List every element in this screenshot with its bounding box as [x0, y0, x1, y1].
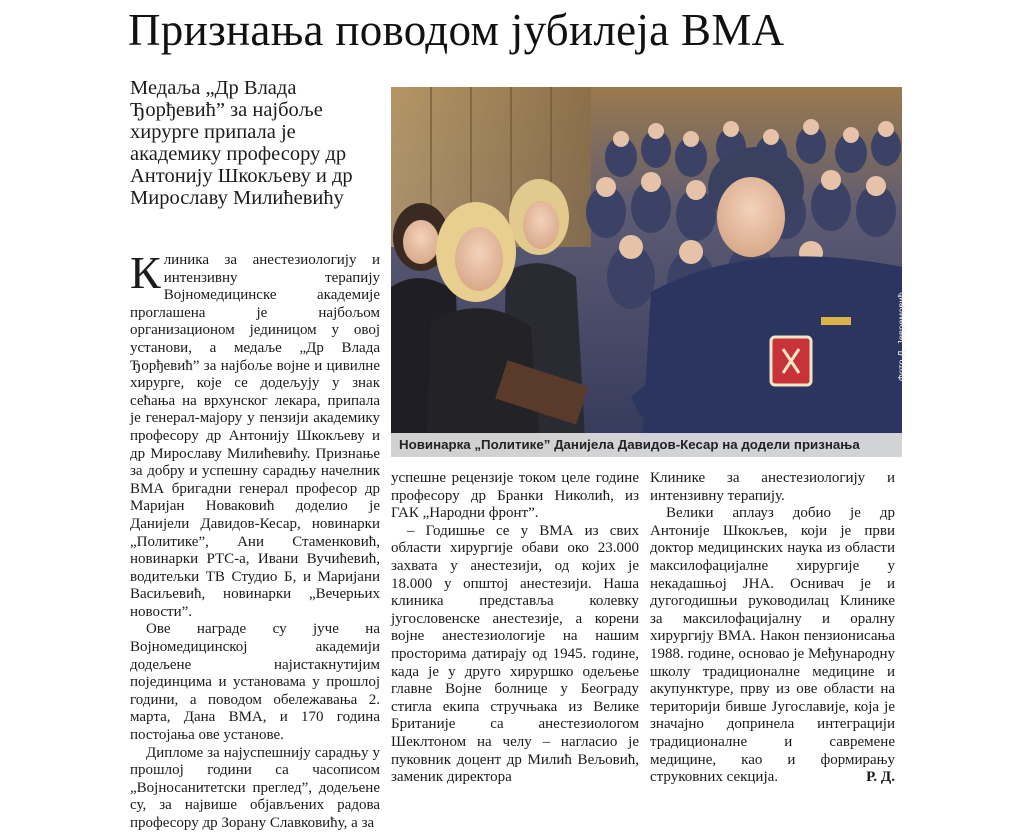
paragraph: – Годишње се у ВМА из свих области хирургије обави око 23.000 захвата у анестезији, од којих је 18.000 у општој анестезији. Наша клиника представља колевку југословенске анестезије, а корени војне анестезиологије на нашим просторима датирају од 1945. године, када је у другo хируршко одељење главне Војне болнице у Београду стигла екипа стручњака из Велике Британије са анестезиологом Шеклтоном на челу – нагласио је пуковник доцент др Милић Вељовић, заменик директора [391, 522, 639, 786]
author-signature: Р. Д. [866, 769, 895, 786]
drop-cap: К [130, 247, 161, 298]
paragraph [650, 505, 895, 787]
article-photo [391, 87, 907, 457]
article-deck: Медаља „Др Влада Ђорђевић” за најбоље хирурге припала је академику професору др Антонију Шкокљеву и др Мирославу Милићевићу [130, 77, 353, 209]
photo-caption: Новинарка „Политике” Данијела Давидов-Кесар на додели признања [391, 433, 902, 457]
paragraph: Дипломе за најуспешнију сарадњу у прошлој години са часописом „Војносанитетски преглед”, додељене су, за највише објављених радова професору др Зорану Славковићу, а за [130, 744, 380, 831]
paragraph-text: Велики аплауз добио је др Антоније Шкокљев, који је први доктор медицинских наука из области максилофацијалне хирургије у некадашњој ЈНА. Оснивач је и дугогодишњи руководилац Клинике за максилофацијалну и оралну хирургију ВМА. Након пензионисања 1988. године, основао је Међународну школу традиционалне медицине и акупунктуре, прву из ове области на територији бивше Југославије, која је значајно допринела интеграцији традиционалне и савремене медицине, као и формирању струковних секција. [650, 505, 895, 786]
paragraph: Клинике за анестезиологију и интензивну терапију. [650, 470, 895, 504]
headline: Признања поводом јубилеја ВМА [128, 5, 785, 55]
photo-credit: Фото Д. Јевремовић [896, 292, 907, 382]
article-column-2 [391, 470, 639, 787]
paragraph: Ове награде су јуче на Војномедицинској академији додељене најистакнутијим појединцима и установама у прошлој години, а поводом обележавања 2. марта, Дана ВМА, и 170 година постојања ове установе. [130, 621, 380, 744]
article-column-3 [650, 470, 895, 787]
article-column-1 [130, 247, 380, 833]
paragraph [130, 247, 380, 621]
paragraph-text: линика за анестезиологију и интензивну терапију Војномедицинске академије проглашена је најбољом организационом јединицом у овој установи, а медаље „Др Влада Ђорђевић” за најбоље војне и цивилне хирурге, које се додељују у знак сећања на врхунског лекара, припала је генерал-мајору у пензији академику професору др Антонију Шкокљеву и др Мирославу Милићевићу. Признање за добру и успешну сарадњу начелник ВМА бригадни генерал професор др Маријан Новаковић доделио је Данијели Давидов-Кесар, новинарки „Политике”, Ани Стаменковић, новинарки РТС-а, Ивани Вучићевић, водитељки ТВ Студио Б, и Маријани Васиљевић, новинарки „Вечерњих новости”. [130, 252, 380, 620]
paragraph: успешне рецензије током целе године професору др Бранки Николић, из ГАК „Народни фронт”. [391, 470, 639, 522]
